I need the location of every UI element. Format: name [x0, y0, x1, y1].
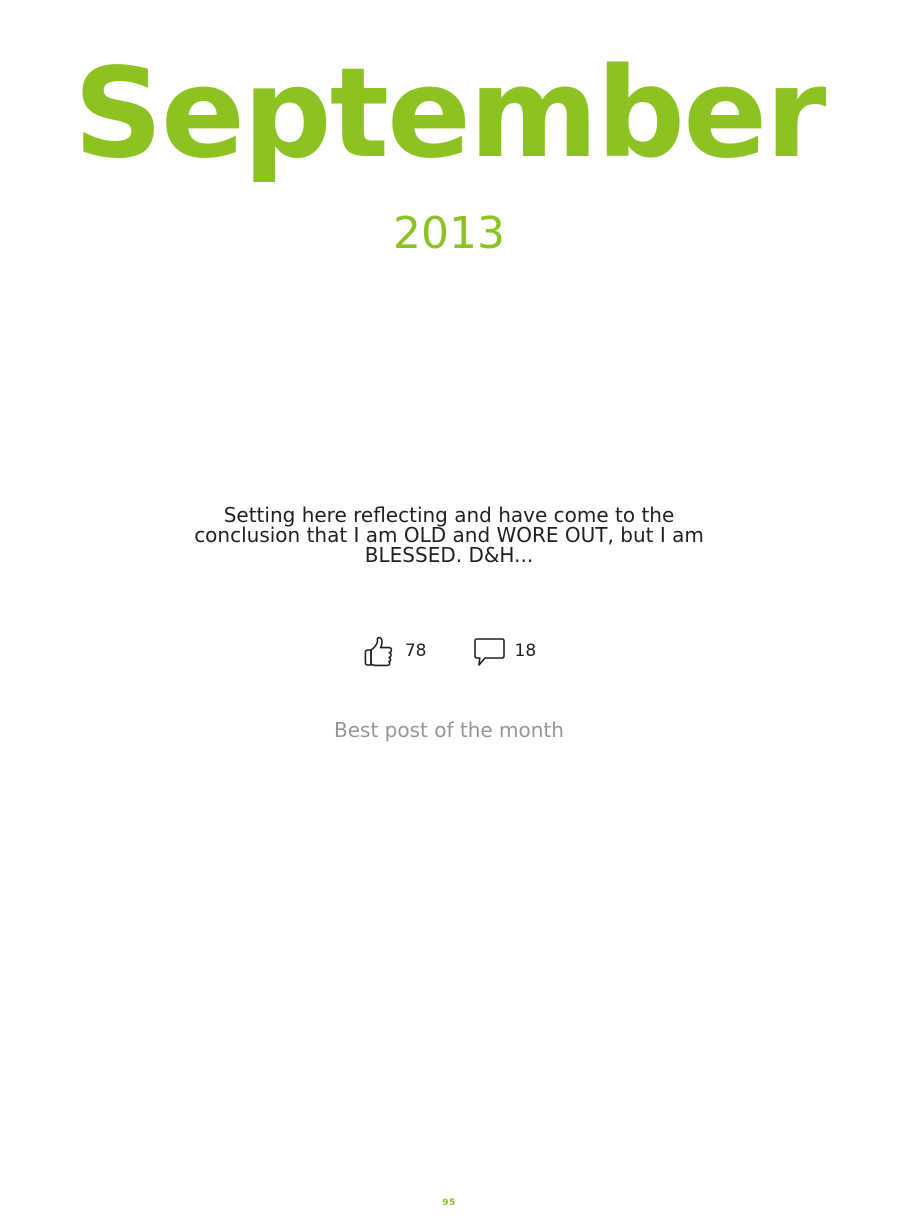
post-block [149, 505, 749, 565]
page-title-month: September [73, 42, 825, 186]
like-reaction [362, 636, 427, 668]
post-caption: Best post of the month [334, 718, 564, 742]
page-subtitle-year: 2013 [393, 208, 505, 259]
reactions-row [0, 636, 898, 668]
comment-count: 18 [514, 640, 537, 661]
comment-reaction [473, 637, 537, 667]
comment-bubble-icon [473, 637, 506, 667]
post-text: Setting here reflecting and have come to the conclusion that I am OLD and WORE OUT, but I am BLESSED. D&H... [194, 503, 704, 567]
thumbs-up-icon [362, 636, 396, 668]
page-number: 95 [442, 1198, 456, 1208]
like-count: 78 [404, 640, 427, 661]
